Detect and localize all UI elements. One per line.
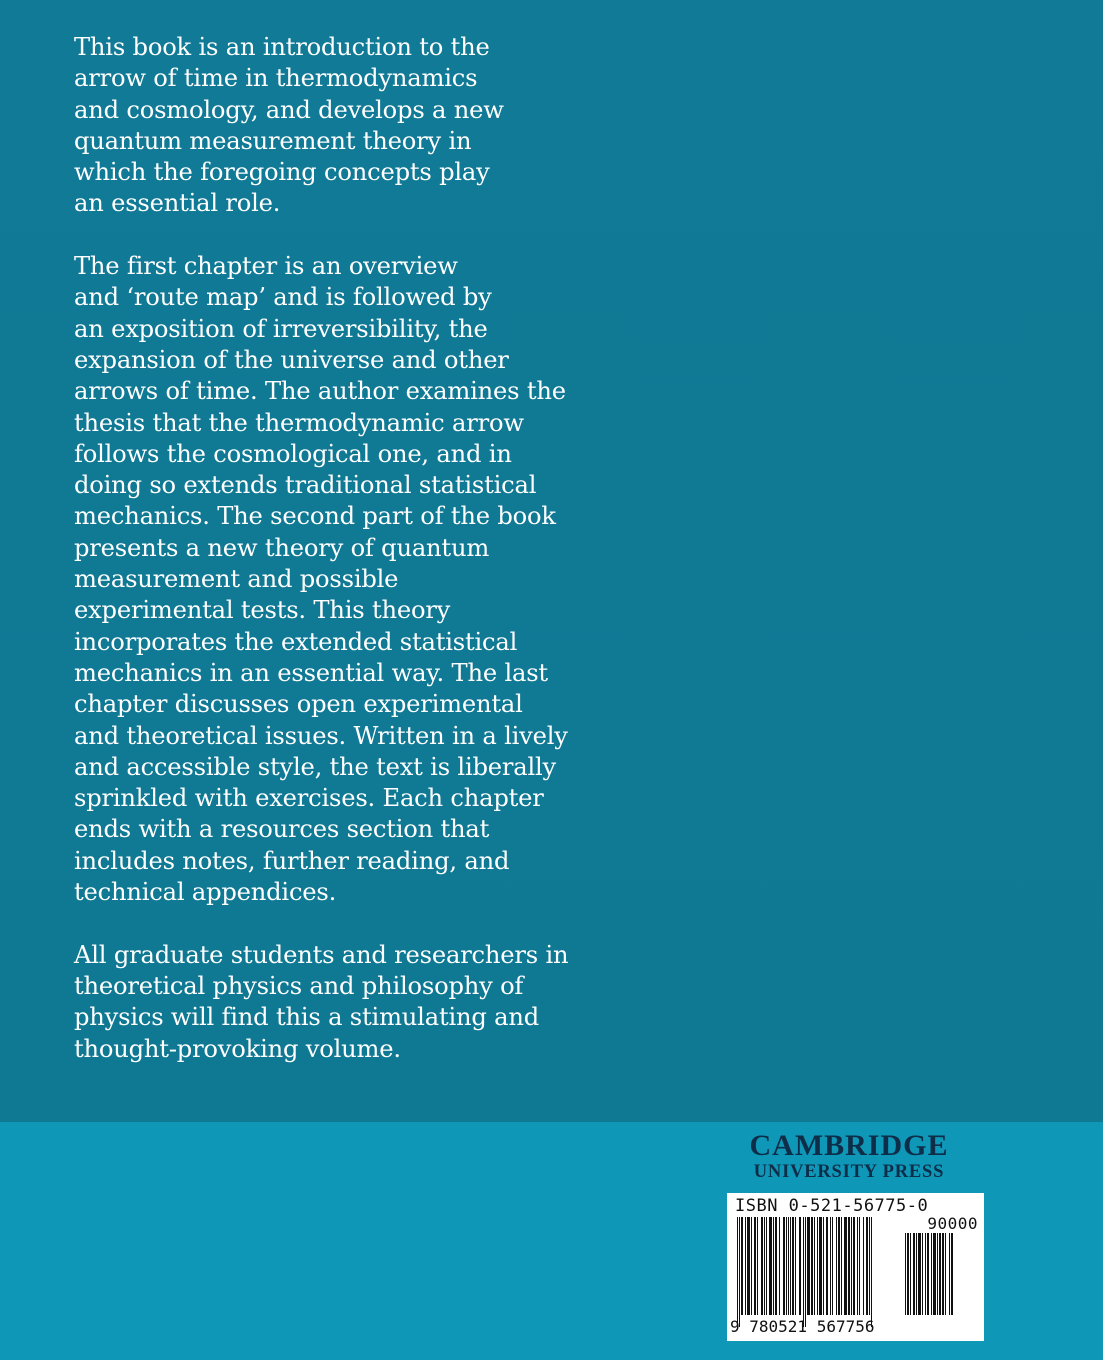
barcode-bar [910, 1233, 911, 1315]
publisher-subtitle: UNIVERSITY PRESS [753, 1162, 945, 1182]
barcode-bar [739, 1217, 740, 1327]
barcode-bar [745, 1217, 746, 1315]
barcode-bar [857, 1217, 858, 1315]
barcode-bar [761, 1217, 763, 1315]
barcode-bar [788, 1217, 789, 1315]
barcode-bar [803, 1217, 804, 1327]
barcode-bar [830, 1217, 831, 1315]
barcode-bar [907, 1233, 909, 1315]
barcode-bar [927, 1233, 929, 1315]
barcode-bar [814, 1217, 815, 1315]
barcode-bar [795, 1217, 796, 1315]
blurb-paragraph-2: The first chapter is an overview and ‘route map’ and is followed by an exposition of irreversibility, the expansion of the universe and other arrows of time. The author examines the thesis that the thermodynamic arrow follows the cosmological one, and in doing so extends traditional statistical mechanics. The second part of the book presents a new theory of quantum measurement and possible experimental tests. This theory incorporates the extended statistical mechanics in an essential way. The last chapter discusses open experimental and theoretical issues. Written in a lively and accessible style, the text is liberally sprinkled with exercises. Each chapter ends with a resources section that includes notes, further reading, and technical appendices. [74, 252, 568, 907]
barcode-bar [751, 1217, 752, 1315]
barcode-bar [799, 1217, 801, 1315]
barcode-bar [754, 1217, 756, 1315]
barcode-bar [869, 1217, 870, 1315]
barcode-bar [945, 1233, 946, 1315]
blurb-paragraph-1: This book is an introduction to the arrow of time in thermodynamics and cosmology, and develops a new quantum measurement theory in which the foregoing concepts play an essential role. [74, 33, 504, 218]
barcode-price-code: 90000 [927, 1214, 978, 1233]
barcode-bar [819, 1217, 822, 1315]
barcode-bar [905, 1233, 906, 1315]
barcode-bar [937, 1233, 938, 1315]
barcode-bar [747, 1217, 750, 1315]
ean-digits: 9 780521 567756 [730, 1317, 875, 1336]
barcode-bar [786, 1217, 787, 1315]
barcode-bar [775, 1217, 777, 1315]
barcode-bar [841, 1217, 842, 1315]
barcode-bar [916, 1233, 917, 1315]
barcode-bar [939, 1233, 941, 1315]
barcode-bar [766, 1217, 767, 1315]
barcode-bar [836, 1217, 837, 1315]
barcode-bar [811, 1217, 813, 1315]
barcode-bar [838, 1217, 840, 1315]
barcode-bar [769, 1217, 772, 1315]
barcode-bar [805, 1217, 806, 1327]
barcode-bar [931, 1233, 932, 1315]
isbn-barcode [727, 1193, 984, 1341]
barcode-bar [783, 1217, 785, 1315]
publisher-logo [740, 1130, 958, 1182]
barcode-bar [779, 1217, 780, 1315]
barcode-bars-main [737, 1217, 901, 1327]
barcode-bar [851, 1217, 852, 1315]
barcode-bar [737, 1217, 738, 1327]
blurb-text [74, 32, 614, 1096]
barcode-bar [951, 1233, 953, 1315]
barcode-bar [792, 1217, 794, 1315]
barcode-bar [918, 1233, 921, 1315]
barcode-bar [764, 1217, 765, 1315]
barcode-bar [949, 1233, 950, 1315]
barcode-bar [933, 1233, 936, 1315]
barcode-bar [913, 1233, 915, 1315]
barcode-bar [871, 1217, 872, 1327]
barcode-bar [773, 1217, 774, 1315]
barcode-bar [757, 1217, 758, 1315]
barcode-bar [823, 1217, 824, 1315]
barcode-bar [853, 1217, 855, 1315]
barcode-bar [826, 1217, 828, 1315]
barcode-bar [844, 1217, 847, 1315]
barcode-bar [817, 1217, 818, 1315]
blurb-paragraph-3: All graduate students and researchers in theoretical physics and philosophy of physics will find this a stimulating and thought-provoking volume. [74, 940, 569, 1063]
publisher-name: CAMBRIDGE [749, 1129, 949, 1162]
barcode-bar [859, 1217, 860, 1315]
barcode-bar [807, 1217, 810, 1315]
barcode-bar [790, 1217, 791, 1315]
barcode-bar [942, 1233, 944, 1315]
barcode-bar [925, 1233, 926, 1315]
barcode-bars-price [905, 1233, 977, 1327]
barcode-bar [848, 1217, 850, 1315]
barcode-bar [741, 1217, 743, 1315]
barcode-bar [866, 1217, 868, 1315]
barcode-bar [922, 1233, 923, 1315]
barcode-bar [832, 1217, 833, 1315]
barcode-bar [863, 1217, 864, 1315]
isbn-number: ISBN 0-521-56775-0 [735, 1196, 929, 1216]
